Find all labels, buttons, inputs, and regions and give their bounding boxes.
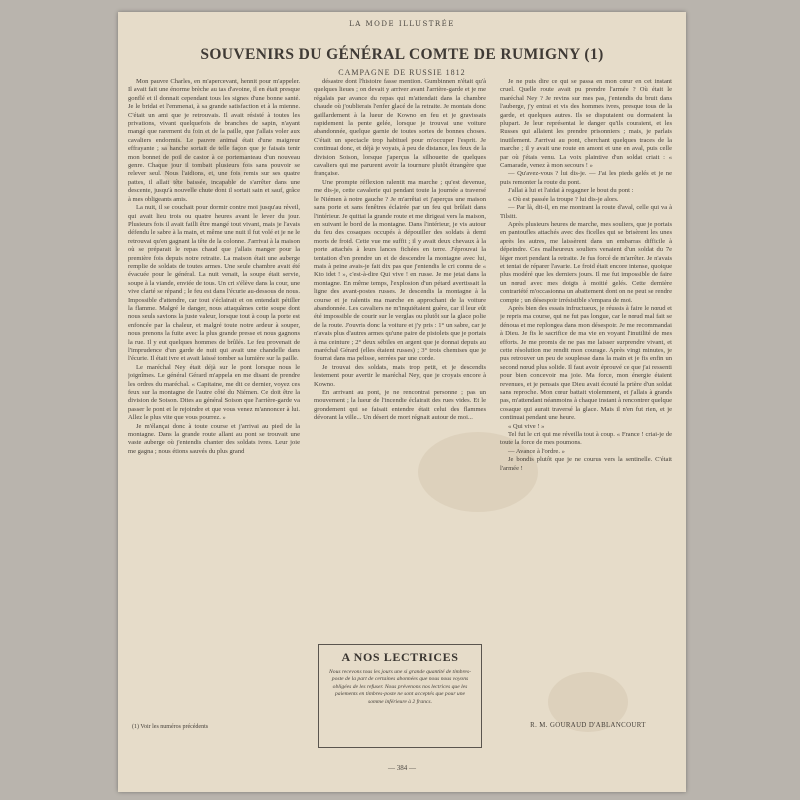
running-header: LA MODE ILLUSTRÉE <box>349 20 455 28</box>
paragraph: J'allai à lui et l'aidai à regagner le bout du pont : <box>508 187 634 195</box>
paragraph: Après bien des essais infructueux, je réussis à faire le nœud et je repris ma course, qui ne fut pas longue, car le nœud mal fait se dénoua et me replongea dans mon désespoir. Je me recommandai à Dieu. Je fis le sacrifice de ma vie en voyant l'inutilité de mes efforts. Je me promis de ne pas me laisser surprendre vivant, et cette résolution me rendit mon courage. Après vingt minutes, je pus retrouver un peu de souplesse dans la main et je fis enfin un second nœud plus solide. Il faut avoir éprouvé ce que j'ai ressenti pour bien concevoir ma joie. Ma force, mon énergie étaient revenues, et je pensais que Dieu avait écouté la prière d'un soldat sans reproche. Mon cœur battait violemment, et j'allais à grands pas, m'attendant néanmoins à chaque instant à rencontrer quelque cosaque qui aurait traversé la glace. Mais il n'en fut rien, et je continuai pendant une heure. <box>500 304 672 422</box>
paragraph: — Par là, dit-il, en me montrant la route d'aval, celle qui va à Tilsitt. <box>500 204 672 220</box>
footnote: (1) Voir les numéros précédents <box>132 724 209 730</box>
notice-box <box>318 644 482 748</box>
paragraph: Le maréchal Ney était déjà sur le pont lorsque nous le joignîmes. Le général Gérard m'appela en me disant de prendre les ordres du maréchal. « Capitaine, me dit ce dernier, voyez ces feux sur la montagne de l'autre côté du Niémen. Ce doit être la division de Soison. Dites au général Soison que l'arrière-garde va passer le pont et le rejoindre et que vous venez m'annoncer à lui. Allez le plus vite que vous pourrez. » <box>128 363 300 422</box>
paragraph: En arrivant au pont, je ne rencontrai personne ; pas un mouvement ; la lueur de l'incendie éclairait des rues vides. Et le grondement qui se faisait entendre était celui des flammes dévorant la ville... Un désert de mort régnait autour de moi... <box>314 389 486 422</box>
paragraph: Je trouvai des soldats, mais trop petit, et je descendis lestement pour avertir le maréchal Ney, que je croyais encore à Kowno. <box>314 363 486 388</box>
page-number: — 384 — <box>388 764 416 772</box>
notice-title: A NOS LECTRICES <box>341 650 459 664</box>
paragraph: Après plusieurs heures de marche, mes souliers, que je portais en pantoufles attachés avec des ficelles qui se brisèrent les unes après les autres, me laissèrent dans un embarras difficile à dépeindre. Ces malheureux souliers venaient d'un soldat du 7e léger mort pendant la retraite. Je fus forcé de m'arrêter. Je n'avais et tentai de réparer l'avarie. Le froid était encore intense, quoique plus modéré que les derniers jours. Il me fut impossible de faire un nœud avec mes doigts à moitié gelés. Cette dernière contrariété m'occasionna un abattement dont on ne peut se rendre compte ; un désespoir irrésistible s'empara de moi. <box>500 220 672 304</box>
paragraph: désastre dont l'histoire fasse mention. Gumbinnen n'était qu'à quelques lieues ; on devait y arriver avant l'arrière-garde et je me régalais par avance du repas qui m'attendait dans la chambre chaude où j'oublierais l'enfer glacé de la retraite. Je montais donc gaillardement à la lueur de Kowno en feu et je gravissais rapidement la pente gelée, lorsque je trouvai une voiture abandonnée, quelque garnie de toutes sortes de bonnes choses. C'était un spectacle trop habituel pour m'occuper l'esprit. Je continuai donc, et déjà je voyais, à peu de distance, les feux de la division Soison, lorsque j'aperçus la silhouette de quelques cavaliers qui me parurent avoir la tournure plutôt étrangère que française. <box>314 78 486 178</box>
text-column-3 <box>500 78 672 718</box>
paragraph: Je ne puis dire ce qui se passa en mon cœur en cet instant cruel. Quelle route avait pu prendre l'armée ? Où était le maréchal Ney ? Je revins sur mes pas, j'entendis du bruit dans l'auberge, j'y entrai et vis des hommes ivres, presque tous de la garde, et quelques autres. Ils se disputaient ou dormaient la plupart. Je leur représentai le danger qu'ils couraient, et les Russes qui allaient les prendre prisonniers ; mais, je parlais inutilement. J'arrivai au pont, cherchant quelques traces de la marche ; il y avait une route en amont et une en aval, puis celle par où j'étais venu. La voix plaintive d'un soldat criait : « Camarade, venez à mon secours ! » <box>500 78 672 170</box>
text-column-2 <box>314 78 486 606</box>
paragraph: — Qu'avez-vous ? lui dis-je. — J'ai les pieds gelés et je ne puis remonter la route du pont. <box>500 170 672 186</box>
paragraph: Mon pauvre Charles, en m'apercevant, hennit pour m'appeler. Il avait fait une énorme brèche au tas d'avoine, il en était presque gonflé et il donnait cependant tous les signes d'une bonne santé. Je le bridai et l'emmenai, à sa grande satisfaction et à la mienne. C'était un ami que je retrouvais. Il avait résisté à toutes les privations, vivant quelquefois de branches de sapin, n'ayant mangé que rarement du foin et de la paille, que j'allais voler aux cavaliers endormis. Le pauvre animal était d'une maigreur effrayante ; sa hanche sortait de telle façon que je faisais tenir mon bonnet de poil de castor à ce portemanteau d'un nouveau genre. Chaque jour il tombait plusieurs fois sans pouvoir se relever seul. Nous l'aidions, et, une fois remis sur ses quatre pattes, il allait tête baissée, incapable de s'arrêter dans une descente, jusqu'à nouvelle chute dont il sortait sain et sauf, grâce à mes obligeants amis. <box>128 78 300 203</box>
paragraph: — Avance à l'ordre. » <box>508 447 565 455</box>
article-title: SOUVENIRS DU GÉNÉRAL COMTE DE RUMIGNY (1) <box>200 46 604 63</box>
author-signature: R. M. GOURAUD D'ABLANCOURT <box>530 722 646 729</box>
notice-text: Nous recevons tous les jours une si grande quantité de timbres-poste de la part de certaines abonnées que nous nous voyons obligées de les refuser. Nous prévenons nos lectrices que les paiements en timbres-poste ne sont acceptés que pour une somme inférieure à 2 francs. <box>329 669 471 705</box>
article-subtitle: CAMPAGNE DE RUSSIE 1812 <box>338 68 466 77</box>
paragraph: La nuit, il se couchait pour dormir contre moi jusqu'au réveil, qui avait lieu trois ou quatre heures avant le lever du jour. Plusieurs fois il avait failli être mangé tout vivant, mais je l'avais défendu le sabre à la main, et même une nuit il fut volé et je ne le retrouvai qu'en gagnant la tête de la colonne. J'arrivai à la maison où se préparait le repas chaud que j'allais manger pour la première fois depuis notre retraite. La maison était une auberge remplie de soldats de toutes armes. Une seule chambre avait été évacuée pour le général. La nuit venait, la soupe était servie, soupe à la viande, enviée de tous. Un cri s'élève dans la cour, une vive clarté se répand ; le feu est dans l'écurie au-dessous de nous. Impossible d'attendre, car tout s'éclairait et on entendait pétiller la flamme. Malgré le danger, nous attaquâmes cette soupe dont nous seuls savions la juste valeur, lorsque tout à coup la porte est enfoncée par la chaleur, et malgré toute notre ardeur à souper, nous prenons la fuite avec la plus grande presse et nous gagnons la rue. Il y eut quelques hommes de brûlés. Le feu provenait de l'imprudence d'un garde de nuit qui avait une chandelle dans l'écurie. Il était ivre et avait laissé tomber sa lumière sur la paille. <box>128 204 300 363</box>
paragraph: Tel fut le cri qui me réveilla tout à coup. « France ! criai-je de toute la force de mes poumons. <box>500 431 672 447</box>
magazine-page <box>118 12 686 792</box>
paragraph: Je bondis plutôt que je ne courus vers la sentinelle. C'était l'armée ! <box>500 456 672 472</box>
paragraph: Une prompte réflexion ralentit ma marche ; qu'est devenue, me dis-je, cette cavalerie qui pendant toute la journée a traversé le Niémen à notre gauche ? Je m'arrêtai et j'aperçus une maison sans porte et sans fenêtres éclairée par un feu qui brûlait dans l'intérieur. Je quittai la grande route et me dirigeai vers la maison, en suivant le bord de la montagne. Dans l'intérieur, je vis autour du feu des cosaques occupés à dépouiller des soldats à demi morts de froid. Cette vue me suffit ; il y avait deux chevaux à la porte attachés à leurs lances fichées en terre. J'éprouvai la tentation d'en prendre un et de descendre la montagne avec lui, mais à peine avais-je fait dix pas que j'entendis le cri connu de « Kto idet ! », c'est-à-dire Qui vive ! en russe. Je me jetai dans la montagne. En même temps, l'explosion d'un pétard avertissait la ligne des avant-postes russes. Je descendis la montagne à la course et je ralentis ma marche en approchant de la voiture abandonnée. Les cavaliers ne m'inquiétaient guère, car il leur eût été impossible de courir sur le verglas ou plutôt sur la glace polie de la route. J'ouvris donc la voiture et j'y pris : 1° un sabre, car je n'avais plus d'autres armes qu'une paire de pistolets que je portais à ma ceinture ; 2° deux sébiles en argent que je donnai depuis au maréchal Gérard (elles étaient russes) ; 3° trois chemises que je fourrai dans ma pelisse, serrées par une corde. <box>314 178 486 363</box>
paragraph: Je m'élançai donc à toute course et j'arrivai au pied de la montagne. Dans la grande route allant au pont se trouvait une vaste auberge où j'entendis chanter des soldats ivres. Leur joie me gagna ; nous étions sauvés du plus grand <box>128 422 300 455</box>
text-column-1 <box>128 78 300 726</box>
paragraph: « Qui vive ! » <box>508 422 545 430</box>
paragraph: « Où est passée la troupe ? lui dis-je alors. <box>508 195 619 203</box>
